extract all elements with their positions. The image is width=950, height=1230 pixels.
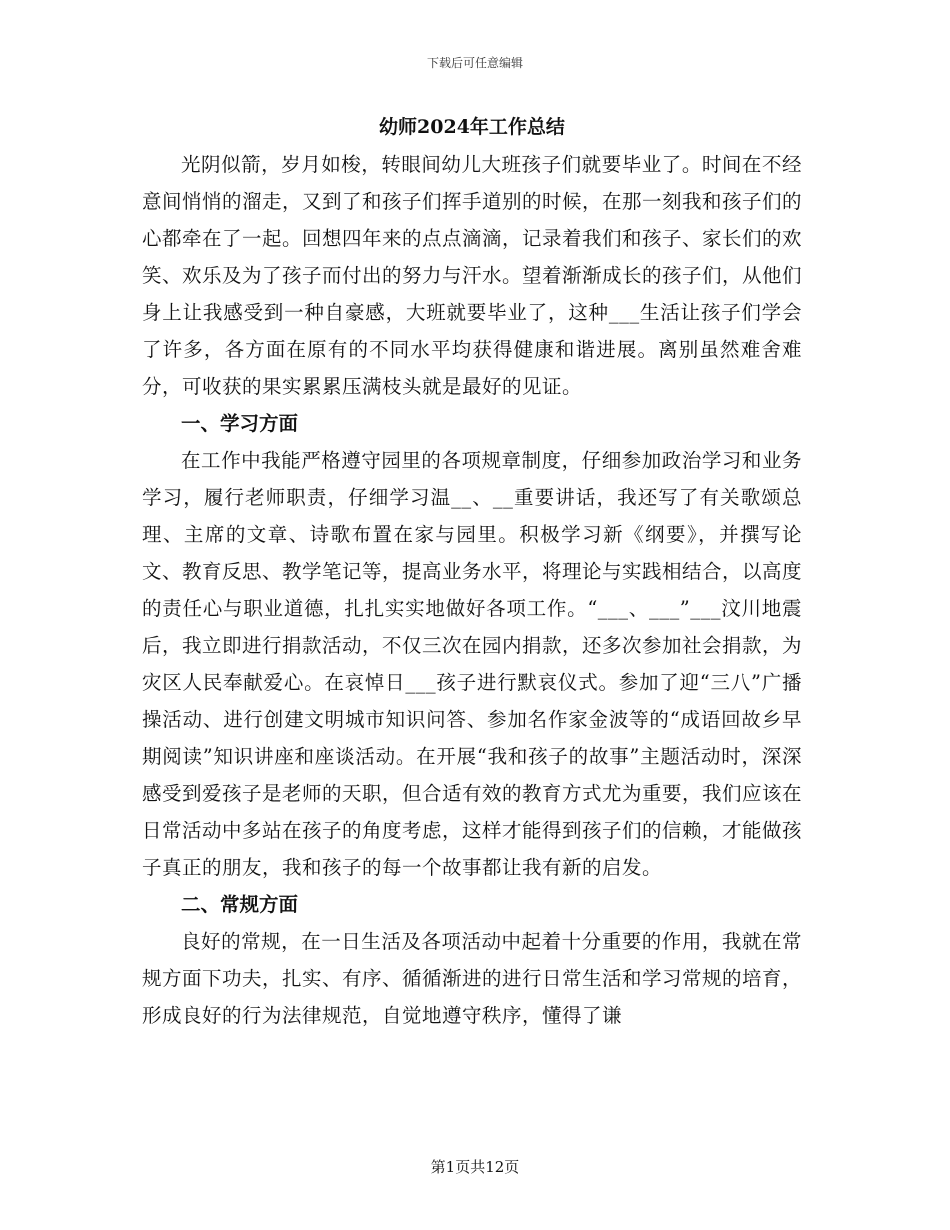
- section-heading-routine: 二、常规方面: [181, 893, 299, 916]
- intro-paragraph: 光阴似箭，岁月如梭，转眼间幼儿大班孩子们就要毕业了。时间在不经意间悄悄的溜走，又到了和孩子们挥手道别的时候，在那一刻我和孩子们的心都牵在了一起。回想四年来的点点滴滴，记录着我们和孩子、家长们的欢笑、欢乐及为了孩子而付出的努力与汗水。望着渐渐成长的孩子们，从他们身上让我感受到一种自豪感，大班就要毕业了，这种___生活让孩子们学会了许多，各方面在原有的不同水平均获得健康和谐进展。离别虽然难舍难分，可收获的果实累累压满枝头就是最好的见证。: [142, 153, 803, 398]
- section-body-routine: 良好的常规，在一日生活及各项活动中起着十分重要的作用，我就在常规方面下功夫，扎实、有序、循循渐进的进行日常生活和学习常规的培育，形成良好的行为法律规范，自觉地遵守秩序，懂得了谦: [142, 930, 803, 1027]
- section-body-study: 在工作中我能严格遵守园里的各项规章制度，仔细参加政治学习和业务学习，履行老师职责，仔细学习温__、__重要讲话，我还写了有关歌颂总理、主席的文章、诗歌布置在家与园里。积极学习新《纲要》，并撰写论文、教育反思、教学笔记等，提高业务水平，将理论与实践相结合，以高度的责任心与职业道德，扎扎实实地做好各项工作。“___、___”___汶川地震后，我立即进行捐款活动，不仅三次在园内捐款，还多次参加社会捐款，为灾区人民奉献爱心。在哀悼日___孩子进行默哀仪式。参加了迎“三八”广播操活动、进行创建文明城市知识问答、参加名作家金波等的“成语回故乡早期阅读”知识讲座和座谈活动。在开展“我和孩子的故事”主题活动时，深深感受到爱孩子是老师的天职，但合适有效的教育方式尤为重要，我们应该在日常活动中多站在孩子的角度考虑，这样才能得到孩子们的信赖，才能做孩子真正的朋友，我和孩子的每一个故事都让我有新的启发。: [142, 449, 803, 879]
- document-body: [142, 108, 802, 1034]
- document-title: 幼师2024年工作总结: [379, 116, 565, 138]
- page-header-note: 下载后可任意编辑: [426, 56, 523, 70]
- section-heading-study: 一、学习方面: [181, 412, 299, 435]
- page-number: 第1页共12页: [430, 1158, 520, 1176]
